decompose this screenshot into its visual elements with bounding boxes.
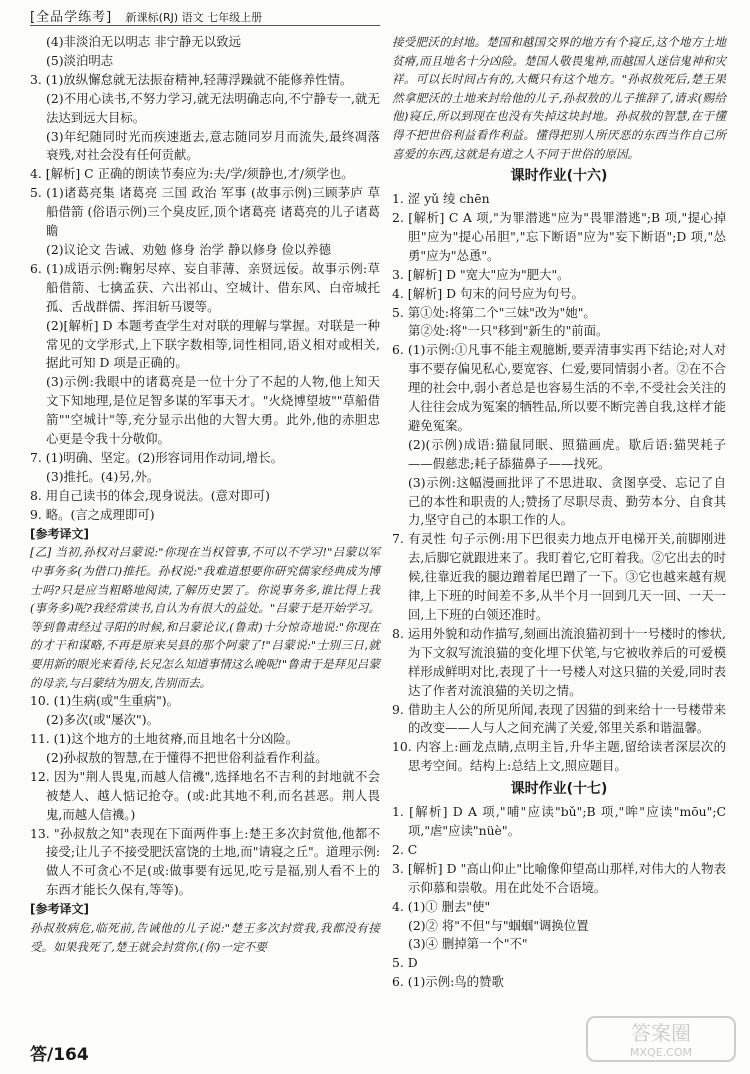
header-rule [30,25,380,26]
watermark-logo [586,1016,736,1062]
answer-line: 10. (1)生病(或"生重病")。 [30,693,179,709]
answer-line: 4. [解析] D 句末的问号应为句号。 [392,285,584,301]
answer-line: 9. 借助主人公的所见所闻,表现了因猫的到来给十一号楼带来的改变——人与人之间充满了关爱,邻里关系和谐温馨。 [392,701,726,736]
answer-line: (3)年纪随同时光而疾速逝去,意志随同岁月而流失,最终凋落衰残,对社会没有任何贡献。 [46,128,380,163]
answer-line: 12. 因为"荆人畏鬼,而越人信禨",选择地名不吉利的封地就不会被楚人、越人惦记抢夺。(或:此其地不利,而名甚恶。荆人畏鬼,而越人信禨。) [30,768,380,822]
answer-line: 6. (1)示例:①凡事不能主观臆断,要弄清事实再下结论;对人对事不要存偏见私心,要宽容、仁爱,要同情弱小者。②在不合理的社会中,弱小者总是也容易生活的不幸,不受社会关注的人往往会成为冤案的牺牲品,所以要不断完善自我,这样才能避免冤案。 [392,342,726,433]
answer-line: (3)④ 删掉第一个"不" [408,936,528,952]
answer-line: [乙] 当初,孙权对吕蒙说:"你现在当权管事,不可以不学习!"吕蒙以军中事务多(为借口)推托。孙权说:"我难道想要你研究儒家经典成为博士吗?只是应当粗略地阅读,了解历史罢了。你说事务多,谁比得上我(事务多)呢?我经常读书,自认为有很大的益处。"吕蒙于是开始学习。等到鲁肃经过寻阳的时候,和吕蒙论议,(鲁肃)十分惊奇地说:"你现在的才干和谋略,不再是原来吴县的那个阿蒙了!"吕蒙说:"士别三日,就要用新的眼光来看待,长兄怎么知道事情这么晚呢!"鲁肃于是拜见吕蒙的母亲,与吕蒙结为朋友,告别而去。 [30,545,380,690]
answer-line: 4. (1)① 删去"使" [392,898,491,914]
watermark-line1: 答案圈 [631,1021,691,1045]
answer-line: 9. 略。(言之成理即可) [30,506,155,522]
answer-line: (2)(示例)成语:猫鼠同眠、照猫画虎。歇后语:猫哭耗子——假慈悲;耗子舔猫鼻子——找死。 [408,436,726,471]
right-column [392,33,726,992]
answer-line: 1. 涩 yǔ 绫 chēn [392,191,490,207]
section-heading: 课时作业(十六) [510,168,608,185]
answer-line: 5. (1)诸葛亮集 诸葛亮 三国 政治 军事 (故事示例)三顾茅庐 草船借箭 (俗语示例)三个臭皮匠,顶个诸葛亮 诸葛亮的儿子诸葛瞻 [30,185,380,239]
running-header [30,6,262,25]
answer-line: 6. (1)示例:鸟的赞歌 [392,974,504,990]
answer-line: (4)非淡泊无以明志 非宁静无以致远 [46,34,241,49]
answer-line: 7. (1)明确、坚定。(2)形容词用作动词,增长。 [30,449,284,465]
answer-line: 11. (1)这个地方的土地贫瘠,而且地名十分凶险。 [30,731,299,747]
answer-line: 5. D [392,955,418,971]
answer-line: 第②处:将"一只"移到"新生的"前面。 [408,323,609,339]
answer-line: (3)示例:这幅漫画批评了不思进取、贪图享受、忘记了自己的本性和职责的人;赞扬了尽职尽责、勤劳本分、自食其力,坚守自己的本职工作的人。 [408,474,726,528]
translation-label: [参考译文] [30,902,89,917]
answer-line: (2)② 将"不但"与"蝈蝈"调换位置 [408,917,589,933]
answer-line: 8. 运用外貌和动作描写,刻画出流浪猫初到十一号楼时的惨状,为下文叙写流浪猫的变化埋下伏笔,与它被收养后的可爱模样形成鲜明对比,表现了十一号楼人对这只猫的关爱,同时表达了作者对流浪猫的关切之情。 [392,625,726,698]
answer-line: 接受肥沃的封地。楚国和越国交界的地方有个寝丘,这个地方土地贫瘠,而且地名十分凶险。楚国人敬畏鬼神,而越国人迷信鬼神和灾祥。可以长时间占有的,大概只有这个地方。"孙叔敖死后,楚王果然拿肥沃的土地来封给他的儿子,孙叔敖的儿子推辞了,请求(赐给他)寝丘,所以到现在也没有失掉这块封地。孙叔敖的智慧,在于懂得不把世俗利益看作利益。懂得把别人所厌恶的东西当作自己所喜爱的东西,这就是有道之人不同于世俗的原因。 [392,35,726,161]
left-column [30,33,380,956]
answer-line: (2)孙叔敖的智慧,在于懂得不把世俗利益看作利益。 [46,749,328,765]
page-number: 答/164 [30,1045,89,1065]
answer-line: (5)淡泊明志 [46,52,114,68]
answer-line: 孙叔敖病危,临死前,告诫他的儿子说:"楚王多次封赏我,我都没有接受。如果我死了,楚王就会封赏你,(你)一定不要 [30,921,380,954]
answer-line: 2. C [392,841,418,857]
answer-line: 4. [解析] C 正确的朗读节奏应为:夫/学/须静也,才/须学也。 [30,166,354,182]
answer-line: 13. "孙叔敖之知"表现在下面两件事上:楚王多次封赏他,他都不接受;让儿子不接受肥沃富饶的土地,而"请寝之丘"。道理示例:做人不可贪心不足(或:做事要有远见,吃亏是福,别人看不上的东西才能长久保有,等等)。 [30,825,380,898]
answer-line: (2)多次(或"屡次")。 [46,712,159,728]
answer-line: (2)[解析] D 本题考查学生对对联的理解与掌握。对联是一种常见的文学形式,上下联字数相等,词性相同,语义相对或相关,据此可知 D 项是正确的。 [46,317,380,371]
answer-line: 6. (1)成语示例:鞠躬尽瘁、妄自菲薄、亲贤远佞。故事示例:草船借箭、七擒孟获、六出祁山、空城计、借东风、白帝城托孤、舌战群儒、挥泪斩马谡等。 [30,260,380,314]
series-brand: [全品学练考] [30,10,113,25]
watermark-line2: MXQE.COM [630,1046,692,1059]
answer-line: 1. [解析] D A 项,"哺"应读"bǔ";B 项,"哞"应读"mōu";C 项,"虐"应读"nüè"。 [392,804,726,838]
answer-line: 3. (1)放纵懈怠就无法振奋精神,轻薄浮躁就不能修养性情。 [30,71,353,87]
answer-line: 3. [解析] D "宽大"应为"肥大"。 [392,266,570,282]
book-meta: 新课标(RJ) 语文 七年级上册 [125,11,263,24]
answer-line: 3. [解析] D "高山仰止"比喻像仰望高山那样,对伟大的人物表示仰慕和崇敬。用在此处不合语境。 [392,860,726,895]
translation-label: [参考译文] [30,526,89,541]
section-heading: 课时作业(十七) [510,781,608,798]
answer-line: 2. [解析] C A 项,"为罪潜逃"应为"畏罪潜逃";B 项,"提心掉胆"应为"提心吊胆","忘下断语"应为"妄下断语";D 项,"怂勇"应为"怂恿"。 [392,209,726,263]
answer-line: (2)议论文 告诫、劝勉 修身 治学 静以修身 俭以养德 [46,241,332,257]
answer-line: (3)推托。(4)另,外。 [46,468,160,484]
answer-line: (2)不用心读书,不努力学习,就无法明确志向,不宁静专一,就无法达到远大目标。 [46,90,380,125]
answer-line: 7. 有灵性 句子示例:用下巴很卖力地点开电梯开关,前脚刚进去,后脚它就跟进来了。我盯着它,它盯着我。②它出去的时候,往靠近我的腿边蹭着尾巴蹭了一下。③它也越来越有规律,上下班的时间差不多,从半个月一回到几天一回、一天一回,上下班的白领还准时。 [392,531,726,622]
answer-line: 10. 内容上:画龙点睛,点明主旨,升华主题,留给读者深层次的思考空间。结构上:总结上文,照应题目。 [392,739,726,774]
answer-line: 5. 第①处:将第二个"三妹"改为"她"。 [392,304,596,320]
answer-line: 8. 用自己读书的体会,现身说法。(意对即可) [30,487,271,503]
answer-line: (3)示例:我眼中的诸葛亮是一位十分了不起的人物,他上知天文下知地理,是位足智多谋的军事天才。"火烧博望坡""草船借箭""空城计"等,充分显示出他的大智大勇。此外,他的赤胆忠心更是令我十分敬仰。 [46,374,380,447]
